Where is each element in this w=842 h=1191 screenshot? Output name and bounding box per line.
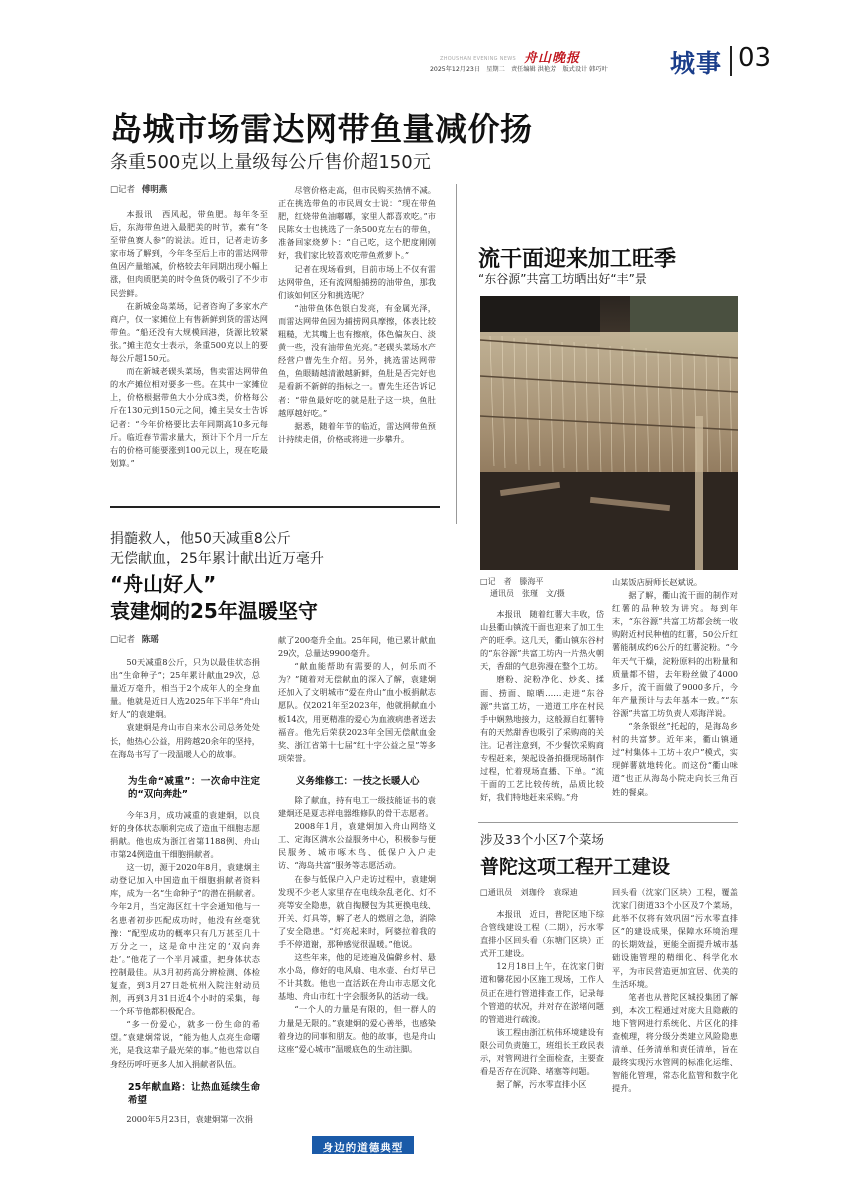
paragraph: 今年3月，成功减重的袁建炯，以良好的身体状态顺利完成了造血干细胞志愿捐献。他也成为浙江省第1188例、舟山市第24例造血干细胞捐献者。 bbox=[110, 809, 260, 860]
noodle-subhead: “东谷源”共富工坊晒出好“丰”景 bbox=[478, 272, 647, 286]
paragraph: “油带鱼体色银白发亮，有金属光泽，而雷达网带鱼因为捕捞网具摩擦，体表比较粗糙，尤其嘴上也有擦痕，体色偏灰白、淡黄一些，没有油带鱼光亮。”老碶头菜场水产经营户曹先生介绍。另外，挑选雷达网带鱼，鱼眼睛越清澈越新鲜，鱼肚是否完好也是看新不新鲜的指标之一。曹先生还告诉记者：“带鱼最好吃的就是肚子这一块，鱼肚越厚越好吃。” bbox=[278, 302, 436, 418]
paragraph: 据了解，污水零直排小区 bbox=[496, 1079, 587, 1090]
section-rule bbox=[110, 506, 440, 508]
section-rule-right bbox=[478, 822, 738, 823]
byline-reporter: □记 者 滕海平 bbox=[480, 577, 544, 586]
paragraph: 山某饭店厨师长赵斌说。 bbox=[612, 577, 703, 587]
byline-label: □记者 bbox=[110, 185, 136, 195]
noodle-headline: 流干面迎来加工旺季 bbox=[478, 247, 677, 272]
paragraph: 而在新城老碶头菜场，售卖雷达网带鱼的水产摊位相对要多一些。在其中一家摊位上，价格根据带鱼大小分成3类，价格每公斤在130元到150元之间，摊主吴女士告诉记者：“今年价格要比去年同期高10多元每斤。临近春节需求量大，预计下个月一斤左右的价格可能要涨到100元以上，现在吃最划算。” bbox=[110, 366, 268, 468]
hero-col2 bbox=[278, 634, 436, 1056]
paragraph: 该工程由浙江杭伟环境建设有限公司负责施工，班组长王政民表示，对管网进行全面检查，主要查看是否存在沉降、堵塞等问题。 bbox=[480, 1026, 604, 1077]
putuo-kicker: 涉及33个小区7个菜场 bbox=[480, 832, 604, 847]
noodle-col2 bbox=[612, 576, 738, 799]
page-number: 03 bbox=[738, 43, 772, 73]
hero-col1 bbox=[110, 656, 260, 1126]
date-line: 2025年12月23日 星期二 责任编辑 洪艳芳 版式设计 韩巧叶 bbox=[430, 66, 608, 73]
paragraph: 在新城金岛菜场，记者咨询了多家水产商户，仅一家摊位上有售新鲜到货的雷达网带鱼。“船还没有大规模回港，货源比较紧张。”摊主范女士表示，条重500克以上的要每公斤超150元。 bbox=[110, 300, 268, 364]
hero-subhead-2: 25年献血路：让热血延续生命希望 bbox=[128, 1081, 260, 1106]
paragraph: 本报讯 随着红薯大丰收，岱山县衢山镇流干面也迎来了加工生产的旺季。这几天，衢山镇东谷村的“东谷源”共富工坊内一片热火朝天，香甜的气息弥漫在整个工坊。 bbox=[480, 609, 604, 672]
noodle-photo bbox=[480, 296, 738, 570]
banner-label: 身边的道德典型 bbox=[322, 1142, 404, 1154]
byline-label: □记者 bbox=[110, 635, 136, 645]
paragraph: 这些年来，他的足迹遍及偏僻乡村、悬水小岛，修好的电风扇、电水壶、台灯早已不计其数。他也一直活跃在舟山市志愿文化基地、舟山市红十字会服务队的活动一线。 bbox=[278, 952, 436, 1002]
paragraph: 本报讯 西风起，带鱼肥。每年冬至后，东海带鱼进入最肥美的时节，素有“冬至带鱼赛人参”的说法。近日，记者走访多家市场了解到，今年冬至后上市的雷达网带鱼因产量缩减，价格较去年同期出现小幅上涨，但肉质肥美的时令鱼货仍吸引了不少市民尝鲜。 bbox=[110, 209, 268, 298]
paragraph: 这一切，源于2020年8月，袁建炯主动登记加入中国造血干细胞捐献者资料库，成为一名“生命种子”的潜在捐献者。今年2月，当定海区红十字会通知他与一名患者初步匹配成功时，他没有丝毫犹豫：“配型成功的概率只有几万甚至几十万分之一，这是命中注定的‘双向奔赴’。”他花了一个半月减重，把身体状态控制最佳。从3月初药高分辨检测、体检复查，到3月27日赴杭州入院注射动员剂，再到3月31日近4个小时的采集，每一个环节他都积极配合。 bbox=[110, 862, 260, 1017]
paragraph: 50天减重8公斤，只为以最佳状态捐出“生命种子”；25年累计献血29次，总量近万毫升，相当于2个成年人的全身血量。他就是近日人选2025年下半年“舟山好人”的袁建炯。 bbox=[110, 657, 260, 720]
noodle-drying-photo bbox=[480, 296, 738, 570]
lead-byline bbox=[110, 184, 167, 197]
section-title: 城事 bbox=[670, 49, 723, 78]
paragraph: 12月18日上午，在沈家门街道和馨花园小区施工现场，工作人员正在进行管道排查工作，记录每个管道的状况，并对存在淤堵问题的管道进行疏浚。 bbox=[480, 961, 604, 1024]
paragraph: 据了解，衢山流干面的制作对红薯的品种较为讲究。每到年末，“东谷源”共富工坊都会统一收购附近村民种植的红薯，50公斤红薯能制成约6公斤的红薯淀粉。“今年天气干燥，淀粉原料的出粉量和质量都不错，去年粉丝做了4000多斤，流干面做了9000多斤，今年产量预计与去年基本一致。”“东谷源”共富工坊负责人邓海洋说。 bbox=[612, 590, 738, 718]
hero-subhead-1: 为生命“减重”：一次命中注定的“双向奔赴” bbox=[128, 775, 260, 800]
lead-col1 bbox=[110, 208, 268, 470]
paragraph: 在参与低保户入户走访过程中，袁建炯发现不少老人家里存在电线杂乱老化、灯不亮等安全隐患，就自掏腰包为其更换电线、开关、灯具等，解了老人的燃眉之急，消除了安全隐患。“灯亮起来时，阿婆拉着我的手不停道谢，那种感觉很温暖。”他说。 bbox=[278, 873, 436, 949]
paragraph: 袁建炯是舟山市自来水公司总务处处长，他热心公益，用跨越20余年的坚持，在海岛书写了一段温暖人心的故事。 bbox=[110, 722, 260, 759]
paragraph: 回头看（沈家门区块）工程，覆盖沈家门街道33个小区及7个菜场，此举不仅将有效巩固“污水零直排区”的建设成果，保障水环境治理的长期效益，更能全面提升城市基础设施管理的精细化、科学化水平，为市民营造更加宜居、优美的生活环境。 bbox=[612, 887, 738, 989]
hero-kicker-2: 无偿献血，25年累计献出近万毫升 bbox=[110, 551, 324, 567]
masthead-logo-sub: ZHOUSHAN EVENING NEWS bbox=[440, 56, 516, 62]
paragraph: 除了献血，持有电工一级技能证书的袁建炯还是夏志祥电器维修队的骨干志愿者。 bbox=[278, 794, 436, 819]
putuo-col2 bbox=[612, 886, 738, 1096]
lead-headline: 岛城市场雷达网带鱼量减价扬 bbox=[110, 110, 533, 148]
paragraph: 磨粉、淀粉净化、炒炙、揉面、捞面、晾晒……走进“东谷源”共富工坊，一道道工序在村民手中娴熟地接力，这般源自红薯特有的天然甜香也吸引了采购商的关注。记者注意到，不少餐饮采购商专程赶来，架起设备拍摄现场制作过程，忙着现场直播、下单。“流干面的工艺比较传统，品质比较好，我们特地赶来采购。”舟 bbox=[480, 674, 604, 803]
hero-headline-1: “舟山好人” bbox=[110, 572, 217, 596]
paragraph: 记者在现场看到，目前市场上不仅有雷达网带鱼，还有流网船捕捞的油带鱼，那我们该如何区分和挑选呢？ bbox=[278, 263, 436, 300]
paragraph: “条条银丝”托起的，是海岛乡村的共富梦。近年来，衢山镇通过“村集体＋工坊＋农户”模式，实现鲜薯就地转化。而这份“衢山味道”也正从海岛小院走向长三角百姓的餐桌。 bbox=[612, 721, 738, 797]
byline-correspondent: 通讯员 张瑾 文/摄 bbox=[490, 589, 565, 598]
paragraph: “一个人的力量是有限的，但一群人的力量是无限的。”袁建炯的爱心善举，也感染着身边的同事和朋友。他的故事，也是舟山这座“爱心城市”温暖底色的生动注脚。 bbox=[278, 1004, 436, 1054]
putuo-headline: 普陀这项工程开工建设 bbox=[480, 856, 671, 878]
paragraph: 笔者也从普陀区城投集团了解到，本次工程通过对庞大且隐蔽的地下管网进行系统化、片区化的排查梳理，将分级分类建立风险隐患清单、任务清单和责任清单，旨在最终实现污水管网的标准化运维、智能化管理，常态化监管和数字化提升。 bbox=[612, 991, 738, 1094]
paragraph: 尽管价格走高，但市民购买热情不减。正在挑选带鱼的市民周女士说：“现在带鱼肥，红烧带鱼油嘟嘟，家里人都喜欢吃。”市民陈女士也挑选了一条500克左右的带鱼，准备回家烧萝卜：“自己吃，这个肥度刚刚好，我们家比较喜欢吃带鱼煮萝卜。” bbox=[278, 185, 436, 261]
masthead-logo: 舟山晚报 bbox=[524, 51, 581, 66]
noodle-byline bbox=[480, 576, 565, 600]
putuo-byline: □通讯员 刘珈伶 袁琛迪 bbox=[480, 887, 578, 897]
hero-kicker-1: 捐髓救人，他50天减重8公斤 bbox=[110, 531, 291, 547]
paragraph: “多一份爱心，就多一份生命的希望。”袁建炯常说，“能为他人点亮生命曙光，是我这辈子最光荣的事。”他也常以自身经历呼吁更多人加入捐献者队伍。 bbox=[110, 1019, 260, 1069]
moral-model-banner bbox=[312, 1136, 414, 1154]
byline-name: 傅明燕 bbox=[141, 185, 168, 195]
noodle-col1 bbox=[480, 608, 604, 804]
paragraph: 本报讯 近日，普陀区地下综合管线建设工程（二期），污水零直排小区回头看（东塘门区块）正式开工建设。 bbox=[480, 909, 604, 959]
paragraph: 据悉，随着年节的临近，雷达网带鱼预计持续走俏，价格或将进一步攀升。 bbox=[278, 420, 436, 444]
hero-headline-2: 袁建炯的25年温暖坚守 bbox=[110, 599, 318, 623]
column-divider bbox=[456, 184, 457, 524]
byline-name: 陈瑶 bbox=[141, 635, 159, 645]
putuo-col1 bbox=[480, 908, 604, 1091]
lead-subhead: 条重500克以上量级每公斤售价超150元 bbox=[110, 152, 431, 173]
hero-byline bbox=[110, 634, 159, 647]
paragraph: “献血能帮助有需要的人，何乐而不为？”随着对无偿献血的深入了解，袁建炯还加入了文明城市“爱在舟山”血小板捐献志愿队。仅2021年至2023年，他就捐献血小板14次，用更精准的爱心为血液病患者送去福音。他先后荣获2023年全国无偿献血金奖、浙江省第十七届“红十字公益之星”等多项荣誉。 bbox=[278, 661, 436, 763]
paragraph: 2000年5月23日，袁建炯第一次捐 bbox=[126, 1113, 253, 1124]
section-divider bbox=[730, 46, 732, 76]
lead-col2 bbox=[278, 184, 436, 446]
paragraph: 献了200毫升全血。25年间，他已累计献血29次，总量达9900毫升。 bbox=[278, 635, 436, 659]
paragraph: 2008年1月，袁建炯加入舟山网络义工、定海区满水公益服务中心，积极参与便民服务、城市啄木鸟、低保户入户走访、“海岛共富”服务等志愿活动。 bbox=[278, 821, 436, 871]
hero-subhead-3: 义务维修工：一技之长暖人心 bbox=[296, 775, 420, 787]
